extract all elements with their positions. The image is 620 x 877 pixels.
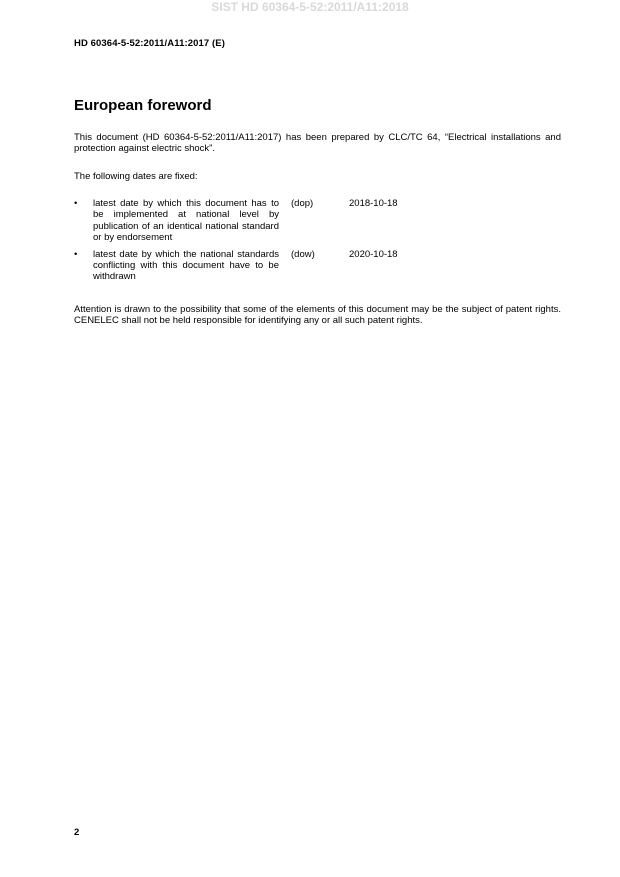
fixed-dates-list <box>74 198 561 288</box>
date-abbreviation: (dow) <box>291 248 315 260</box>
date-abbreviation: (dop) <box>291 198 314 209</box>
intro-paragraph: This document (HD 60364-5-52:2011/A11:2017) has been prepared by CLC/TC 64, “Electrical installations and protection against electric shock”. <box>74 132 561 155</box>
date-value: 2018-10-18 <box>349 198 398 209</box>
watermark: SIST HD 60364-5-52:2011/A11:2018 <box>211 0 409 14</box>
date-description: latest date by which the national standards conflicting with this document have to be withdrawn <box>93 248 279 283</box>
bullet-icon: • <box>74 198 78 209</box>
page-number: 2 <box>74 827 80 838</box>
date-description: latest date by which this document has to be implemented at national level by publication of an identical national standard or by endorsement <box>93 198 279 244</box>
list-item <box>74 249 561 283</box>
page-title: European foreword <box>74 97 212 114</box>
dates-intro-paragraph: The following dates are fixed: <box>74 171 198 182</box>
document-header: HD 60364-5-52:2011/A11:2017 (E) <box>74 38 225 49</box>
date-value: 2020-10-18 <box>349 248 398 260</box>
attention-paragraph: Attention is drawn to the possibility that some of the elements of this document may be the subject of patent rights. CENELEC shall not be held responsible for identifying any or all such patent rights. <box>74 304 561 327</box>
bullet-icon: • <box>74 248 78 260</box>
list-item <box>74 198 561 244</box>
